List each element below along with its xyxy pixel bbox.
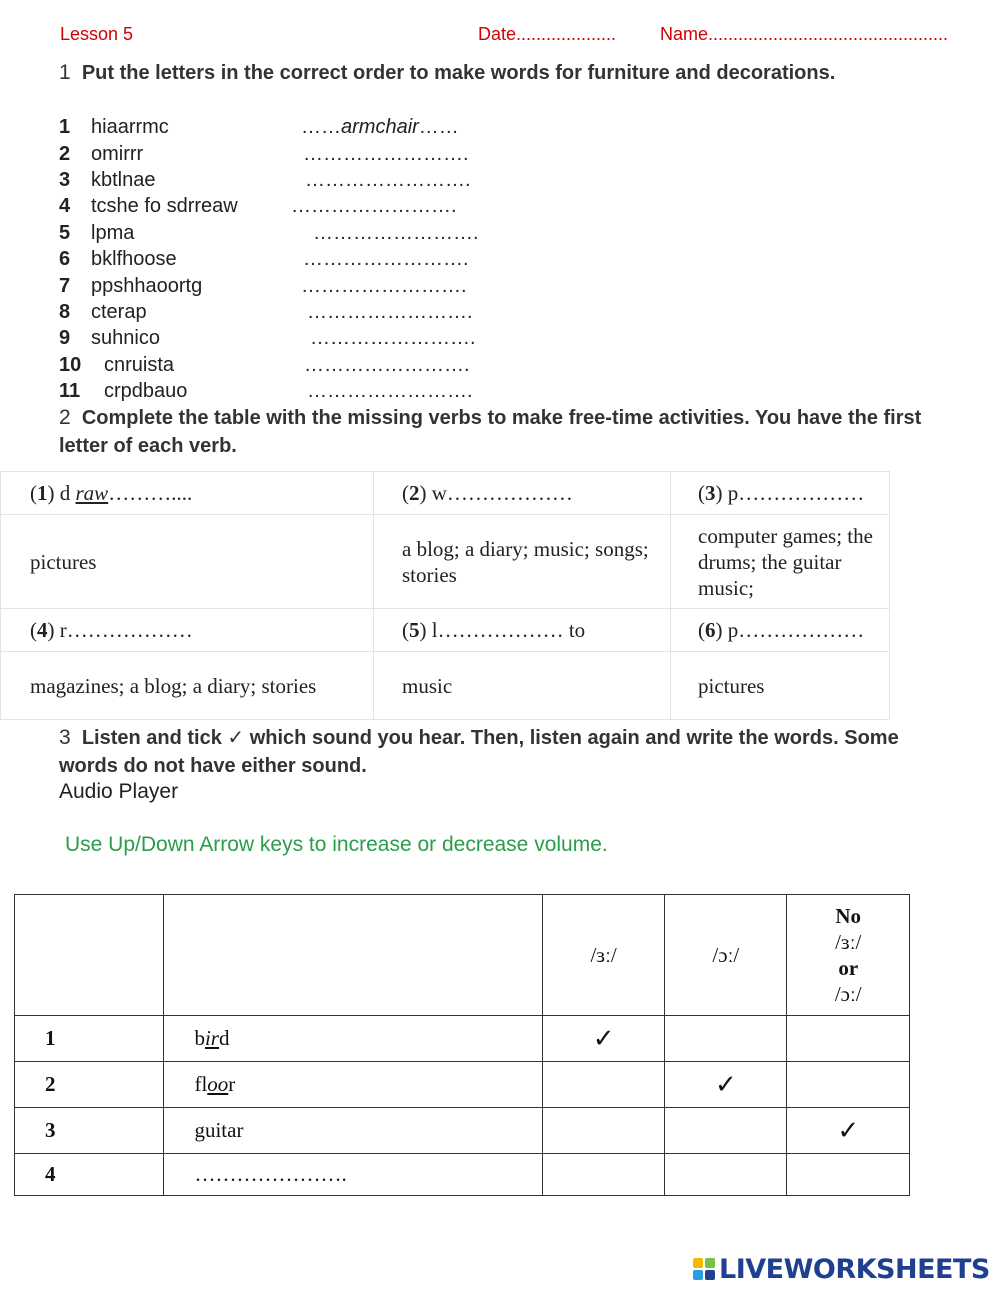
tick-cell[interactable]: [787, 1154, 910, 1196]
header-no-sound: No /ɜː/ or /ɔː/: [787, 895, 910, 1016]
lesson-label: Lesson 5: [60, 24, 134, 44]
answer-field[interactable]: …………………….: [305, 169, 471, 191]
date-field[interactable]: Date....................: [478, 24, 617, 44]
table-row: [15, 1062, 910, 1108]
item-number: 3: [59, 169, 71, 191]
tick-icon: ✓: [714, 1069, 737, 1100]
word-cell: guitar: [164, 1108, 543, 1154]
tick-cell[interactable]: [665, 1108, 787, 1154]
exercise-2-heading: [59, 404, 939, 460]
ex1-item-5: [59, 220, 659, 246]
item-number: 7: [59, 275, 71, 297]
logo-text: LIVEWORKSHEETS: [719, 1253, 990, 1285]
verb-cell-1: (1) d raw………....: [1, 472, 374, 515]
exercise-3-title: Listen and tick ✓ which sound you hear. Then, listen again and write the words. Some words do not have either sound.: [59, 727, 899, 777]
table-header-row: [15, 895, 910, 1016]
exercise-3-heading: [59, 724, 939, 780]
tick-icon: ✓: [592, 1023, 615, 1054]
word-cell: bird: [164, 1016, 543, 1062]
ex1-item-10: [59, 352, 659, 378]
exercise-1-number: 1: [59, 61, 71, 84]
item-number: 2: [59, 143, 71, 165]
table-row: [1, 515, 890, 609]
answer-field[interactable]: …………………….: [307, 301, 473, 323]
word-cell: floor: [164, 1062, 543, 1108]
verb-cell-2: (2) w………………: [374, 472, 671, 515]
answer-field[interactable]: …………………….: [307, 380, 473, 402]
answer-field[interactable]: …………………….: [313, 222, 479, 244]
tick-cell[interactable]: [665, 1016, 787, 1062]
object-cell: pictures: [671, 652, 890, 720]
tick-cell[interactable]: [542, 1062, 664, 1108]
ex1-item-8: [59, 299, 659, 325]
row-number: 3: [15, 1108, 164, 1154]
table-row: [1, 652, 890, 720]
ex1-item-2: [59, 141, 659, 167]
item-number: 4: [59, 195, 71, 217]
answer-field[interactable]: …………………….: [304, 354, 470, 376]
scrambled-word: omirrr: [91, 143, 144, 165]
sounds-table: [14, 894, 910, 1196]
table-row: [1, 609, 890, 652]
ex1-item-1: [59, 114, 659, 140]
tick-cell[interactable]: [542, 1154, 664, 1196]
header-sound-or: /ɔː/: [665, 895, 787, 1016]
verb-cell-5: (5) l……………… to: [374, 609, 671, 652]
tick-cell[interactable]: [787, 1062, 910, 1108]
answer-field[interactable]: ………....: [108, 481, 193, 505]
answer-field[interactable]: …………………….: [303, 143, 469, 165]
item-number: 1: [59, 116, 71, 138]
scrambled-word: hiaarrmc: [91, 116, 169, 138]
ex1-item-7: [59, 273, 659, 299]
verbs-table: [0, 471, 890, 720]
row-number: 1: [15, 1016, 164, 1062]
exercise-2-title: Complete the table with the missing verbs to make free-time activities. You have the first letter of each verb.: [59, 407, 922, 457]
verb-cell-6: (6) p………………: [671, 609, 890, 652]
verb-cell-3: (3) p………………: [671, 472, 890, 515]
row-number: 2: [15, 1062, 164, 1108]
scrambled-word: crpdbauo: [104, 380, 188, 402]
answer-field[interactable]: ……………… to: [437, 618, 586, 642]
logo-mark-icon: [693, 1258, 715, 1280]
name-field[interactable]: Name................................................: [660, 24, 949, 44]
tick-cell[interactable]: [542, 1016, 664, 1062]
ex1-item-11: [59, 378, 659, 404]
item-number: 10: [59, 354, 82, 376]
scrambled-word: tcshe fo sdrreaw: [91, 195, 238, 217]
exercise-1-heading: [59, 59, 939, 87]
item-number: 11: [59, 380, 81, 402]
tick-icon: ✓: [837, 1115, 860, 1146]
table-row: [1, 472, 890, 515]
answer-field[interactable]: ………………: [66, 618, 193, 642]
answer-field[interactable]: ………………: [738, 618, 865, 642]
liveworksheets-logo: [693, 1254, 990, 1284]
object-cell: magazines; a blog; a diary; stories: [1, 652, 374, 720]
table-row: [15, 1154, 910, 1196]
header-cell-empty: [15, 895, 164, 1016]
scrambled-word: cterap: [91, 301, 147, 323]
tick-cell[interactable]: [665, 1062, 787, 1108]
header-cell-empty: [164, 895, 543, 1016]
scrambled-word: suhnico: [91, 327, 160, 349]
ex1-item-3: [59, 167, 659, 193]
answer-field[interactable]: ………………: [738, 481, 865, 505]
ex1-item-6: [59, 246, 659, 272]
ex1-item-9: [59, 325, 659, 351]
table-row: [15, 1016, 910, 1062]
scrambled-word: lpma: [91, 222, 135, 244]
tick-cell[interactable]: [787, 1108, 910, 1154]
tick-cell[interactable]: [665, 1154, 787, 1196]
exercise-3-number: 3: [59, 726, 71, 749]
table-row: [15, 1108, 910, 1154]
object-cell: pictures: [1, 515, 374, 609]
item-number: 8: [59, 301, 71, 323]
object-cell: a blog; a diary; music; songs; stories: [374, 515, 671, 609]
volume-hint: Use Up/Down Arrow keys to increase or decrease volume.: [65, 833, 608, 856]
scrambled-word: kbtlnae: [91, 169, 156, 191]
scrambled-word: bklfhoose: [91, 248, 177, 270]
scrambled-word: cnruista: [104, 354, 175, 376]
answer-text: armchair: [341, 116, 419, 138]
answer-field[interactable]: …………………….: [310, 327, 476, 349]
tick-cell[interactable]: [542, 1108, 664, 1154]
answer-field[interactable]: ……armchair……: [301, 116, 459, 138]
object-cell: music: [374, 652, 671, 720]
ex1-item-4: [59, 193, 659, 219]
item-number: 6: [59, 248, 71, 270]
word-answer-field[interactable]: ………………….: [164, 1154, 543, 1196]
audio-player-label[interactable]: Audio Player: [59, 780, 179, 803]
object-cell: computer games; the drums; the guitar music;: [671, 515, 890, 609]
verb-cell-4: (4) r………………: [1, 609, 374, 652]
answer-field[interactable]: …………………….: [291, 195, 457, 217]
header-sound-er: /ɜː/: [542, 895, 664, 1016]
answer-field[interactable]: …………………….: [303, 248, 469, 270]
item-number: 9: [59, 327, 71, 349]
exercise-1-title: Put the letters in the correct order to make words for furniture and decorations.: [81, 62, 836, 84]
answer-text: raw: [75, 481, 109, 505]
row-number: 4: [15, 1154, 164, 1196]
exercise-2-number: 2: [59, 406, 71, 429]
item-number: 5: [59, 222, 71, 244]
answer-field[interactable]: …………………….: [301, 275, 467, 297]
tick-cell[interactable]: [787, 1016, 910, 1062]
answer-field[interactable]: ………………: [446, 481, 573, 505]
scrambled-word: ppshhaoortg: [91, 275, 203, 297]
